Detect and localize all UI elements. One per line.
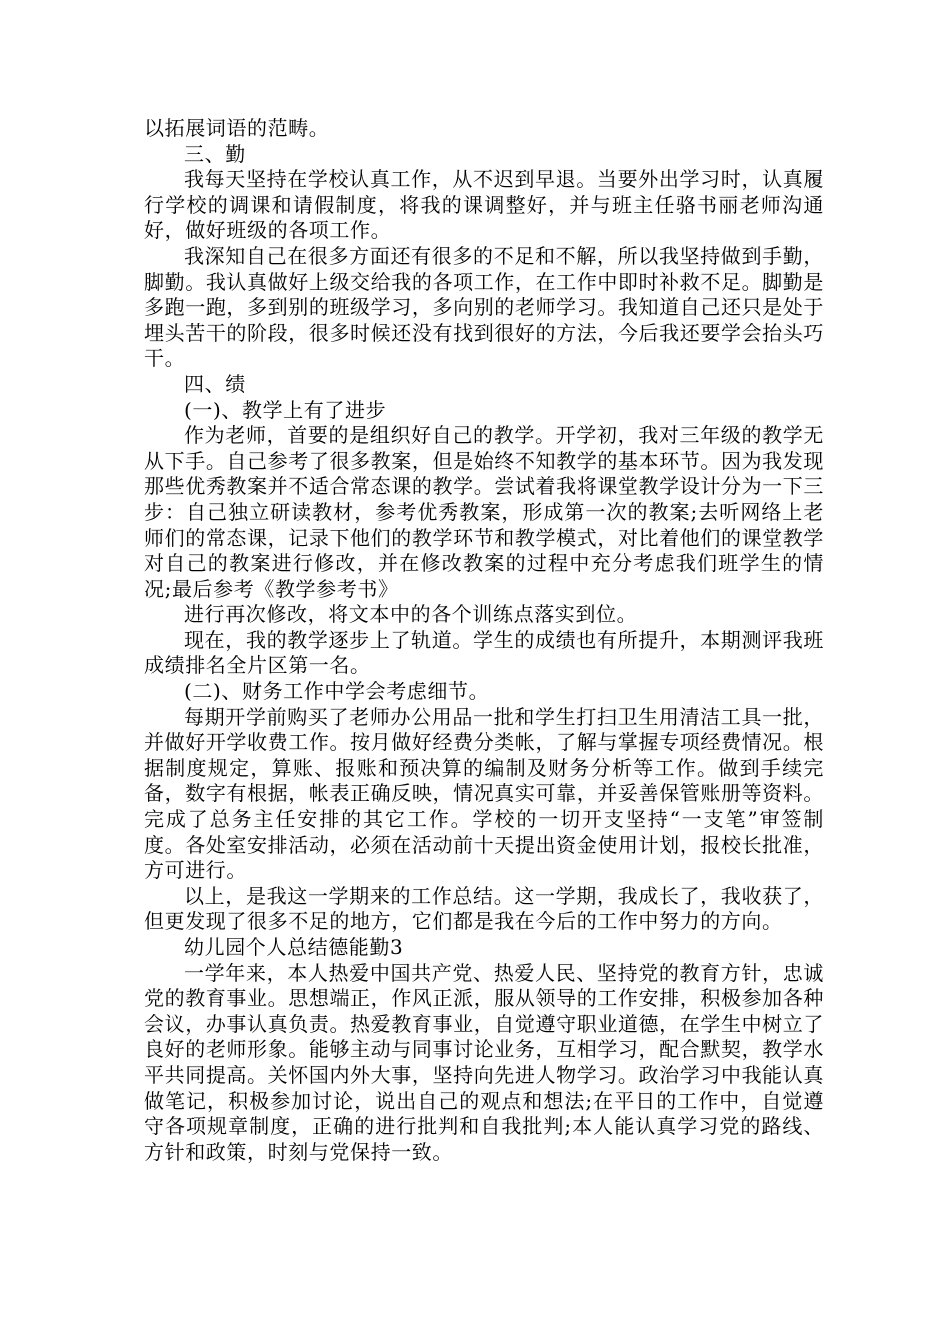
paragraph: 一学年来，本人热爱中国共产党、热爱人民、坚持党的教育方针，忠诚党的教育事业。思想端正，作风正派，服从领导的工作安排，积极参加各种会议，办事认真负责。热爱教育事业，自觉遵守职业道德，在学生中树立了良好的老师形象。能够主动与同事讨论业务，互相学习，配合默契，教学水平共同提高。关怀国内外大事，坚持向先进人物学习。政治学习中我能认真做笔记，积极参加讨论，说出自己的观点和想法;在平日的工作中，自觉遵守各项规章制度，正确的进行批判和自我批判;本人能认真学习党的路线、方针和政策，时刻与党保持一致。	[144, 960, 824, 1164]
paragraph: 以上，是我这一学期来的工作总结。这一学期，我成长了，我收获了，但更发现了很多不足的地方，它们都是我在今后的工作中努力的方向。	[144, 883, 824, 934]
paragraph: 每期开学前购买了老师办公用品一批和学生打扫卫生用清洁工具一批，并做好开学收费工作。按月做好经费分类帐，了解与掌握专项经费情况。根据制度规定，算账、报账和预决算的编制及财务分析等工作。做到手续完备，数字有根据，帐表正确反映，情况真实可靠，并妥善保管账册等资料。完成了总务主任安排的其它工作。学校的一切开支坚持“一支笔”审签制度。各处室安排活动，必须在活动前十天提出资金使用计划，报校长批准，方可进行。	[144, 704, 824, 883]
document-body	[144, 116, 824, 1165]
paragraph: 我深知自己在很多方面还有很多的不足和不解，所以我坚持做到手勤，脚勤。我认真做好上级交给我的各项工作，在工作中即时补救不足。脚勤是多跑一跑，多到别的班级学习，多向别的老师学习。我知道自己还只是处于埋头苦干的阶段，很多时候还没有找到很好的方法，今后我还要学会抬头巧干。	[144, 243, 824, 371]
paragraph: 作为老师，首要的是组织好自己的教学。开学初，我对三年级的教学无从下手。自己参考了很多教案，但是始终不知教学的基本环节。因为我发现那些优秀教案并不适合常态课的教学。尝试着我将课堂教学设计分为一下三步：自己独立研读教材，参考优秀教案，形成第一次的教案;去听网络上老师们的常态课，记录下他们的教学环节和教学模式，对比着他们的课堂教学对自己的教案进行修改，并在修改教案的过程中充分考虑我们班学生的情况;最后参考《教学参考书》	[144, 423, 824, 601]
paragraph: 以拓展词语的范畴。	[144, 116, 330, 140]
paragraph: 我每天坚持在学校认真工作，从不迟到早退。当要外出学习时，认真履行学校的调课和请假制度，将我的课调整好，并与班主任骆书丽老师沟通好，做好班级的各项工作。	[144, 167, 824, 243]
section-heading: 四、绩	[184, 371, 246, 396]
subsection-heading: (一)、教学上有了进步	[184, 397, 387, 422]
section-heading: 三、勤	[184, 141, 246, 166]
section-title: 幼儿园个人总结德能勤3	[184, 935, 404, 959]
paragraph: 现在，我的教学逐步上了轨道。学生的成绩也有所提升，本期测评我班成绩排名全片区第一名。	[144, 627, 824, 678]
paragraph: 进行再次修改，将文本中的各个训练点落实到位。	[184, 602, 638, 627]
subsection-heading: (二)、财务工作中学会考虑细节。	[184, 679, 490, 704]
